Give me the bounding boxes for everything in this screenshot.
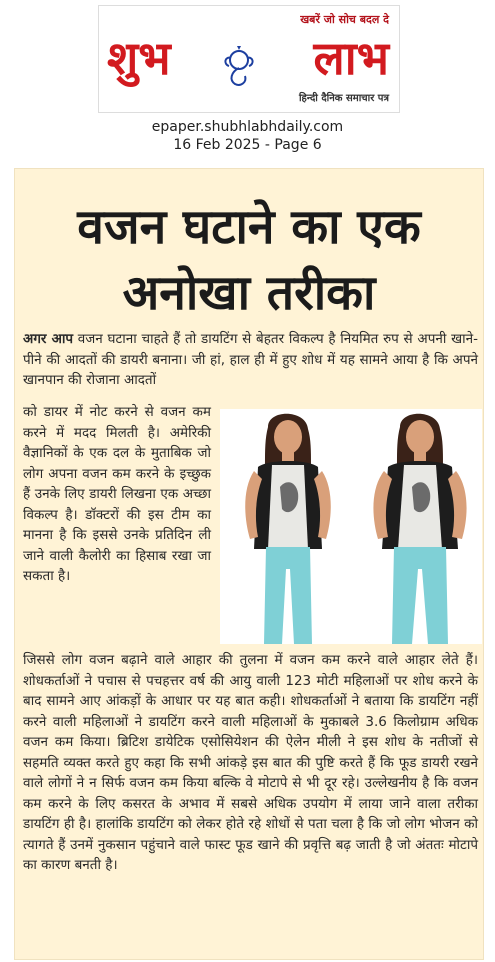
article-paragraph-column: को डायर में नोट करने से वजन कम करने में मदद मिलती है। अमेरिकी वैज्ञानिकों के एक दल के मुताबिक जो लोग अपना वजन कम करने के इच्छुक हैं उनके लिए डायरी लिखना एक अच्छा विकल्प है। डॉक्टरों की इस टीम का मानना है कि इससे उनके प्रतिदिन ली जाने वाली कैलोरी का हिसाब रखा जा सकता है। xyxy=(23,404,211,584)
lead-words: अगर आप xyxy=(23,331,74,347)
woman-before-figure xyxy=(228,409,348,644)
headline-line-2: अनोखा तरीका xyxy=(122,265,376,321)
woman-after-figure xyxy=(360,409,480,644)
logo-word-labh: लाभ xyxy=(313,31,389,85)
paragraph-top-text: वजन घटाना चाहते हैं तो डायटिंग से बेहतर विकल्प है नियमित रुप से अपनी खाने- पीने की आदतों की डायरी बनाना। जी हां, हाल ही में हुए शोध में यह सामने आया है कि अपने खानपान की रोजाना आदतों xyxy=(23,331,479,388)
masthead xyxy=(0,0,495,110)
article-paragraph-bottom: जिससे लोग वजन बढ़ाने वाले आहार की तुलना में वजन कम करने वाले आहार लेते हैं। शोधकर्ताओं ने पचास से पचहत्तर वर्ष की आयु वाली 123 मोटी महिलाओं पर शोध करने के बाद सामने आए आंकड़ों के आधार पर यह बात कही। शोधकर्ताओं ने बताया कि डायटिंग नहीं करने वाली महिलाओं ने डायटिंग करने वाली महिलाओं के मुकाबले 3.6 किलोग्राम अधिक वजन कम किया। ब्रिटिश डायेटिक एसोसियेशन की ऐलेन मीली ने इस शोध के नतीजों से सहमति व्यक्त करते हुए कहा कि सभी आंकड़े इस बात की पुष्टि करते हैं कि फूड डायरी रखने वाले लोगों ने न सिर्फ वजन कम किया बल्कि वे मोटापे से भी दूर रहे। उल्लेखनीय है कि वजन कम करने के लिए कसरत के अभाव में सबसे अधिक उपयोग में लाया जाने वाला तरीका डायटिंग ही है। हालांकि डायटिंग को लेकर होते रहे शोधों से पता चला है कि जो लोग भोजन को त्यागते हैं उनमें नुकसान पहुंचाने वाले फास्ट फूड खाने की प्रवृत्ति बढ़ जाती है जो अंततः मोटापे का कारण बनती है। xyxy=(23,652,478,873)
headline-line-1: वजन घटाने का एक xyxy=(77,199,421,255)
article-headline xyxy=(15,194,483,326)
ganesh-icon xyxy=(219,46,259,88)
logo-word-shubh: शुभ xyxy=(107,31,171,85)
date-page: 16 Feb 2025 - Page 6 xyxy=(173,137,322,153)
epaper-url[interactable]: epaper.shubhlabhdaily.com xyxy=(151,119,344,135)
edition-info xyxy=(0,118,495,154)
article-paragraph-top xyxy=(23,329,478,391)
logo-subtitle: हिन्दी दैनिक समाचार पत्र xyxy=(298,93,389,104)
article xyxy=(14,168,484,960)
newspaper-logo[interactable] xyxy=(98,5,400,113)
article-photo xyxy=(220,409,482,644)
logo-tagline: खबरें जो सोच बदल दे xyxy=(300,13,389,26)
